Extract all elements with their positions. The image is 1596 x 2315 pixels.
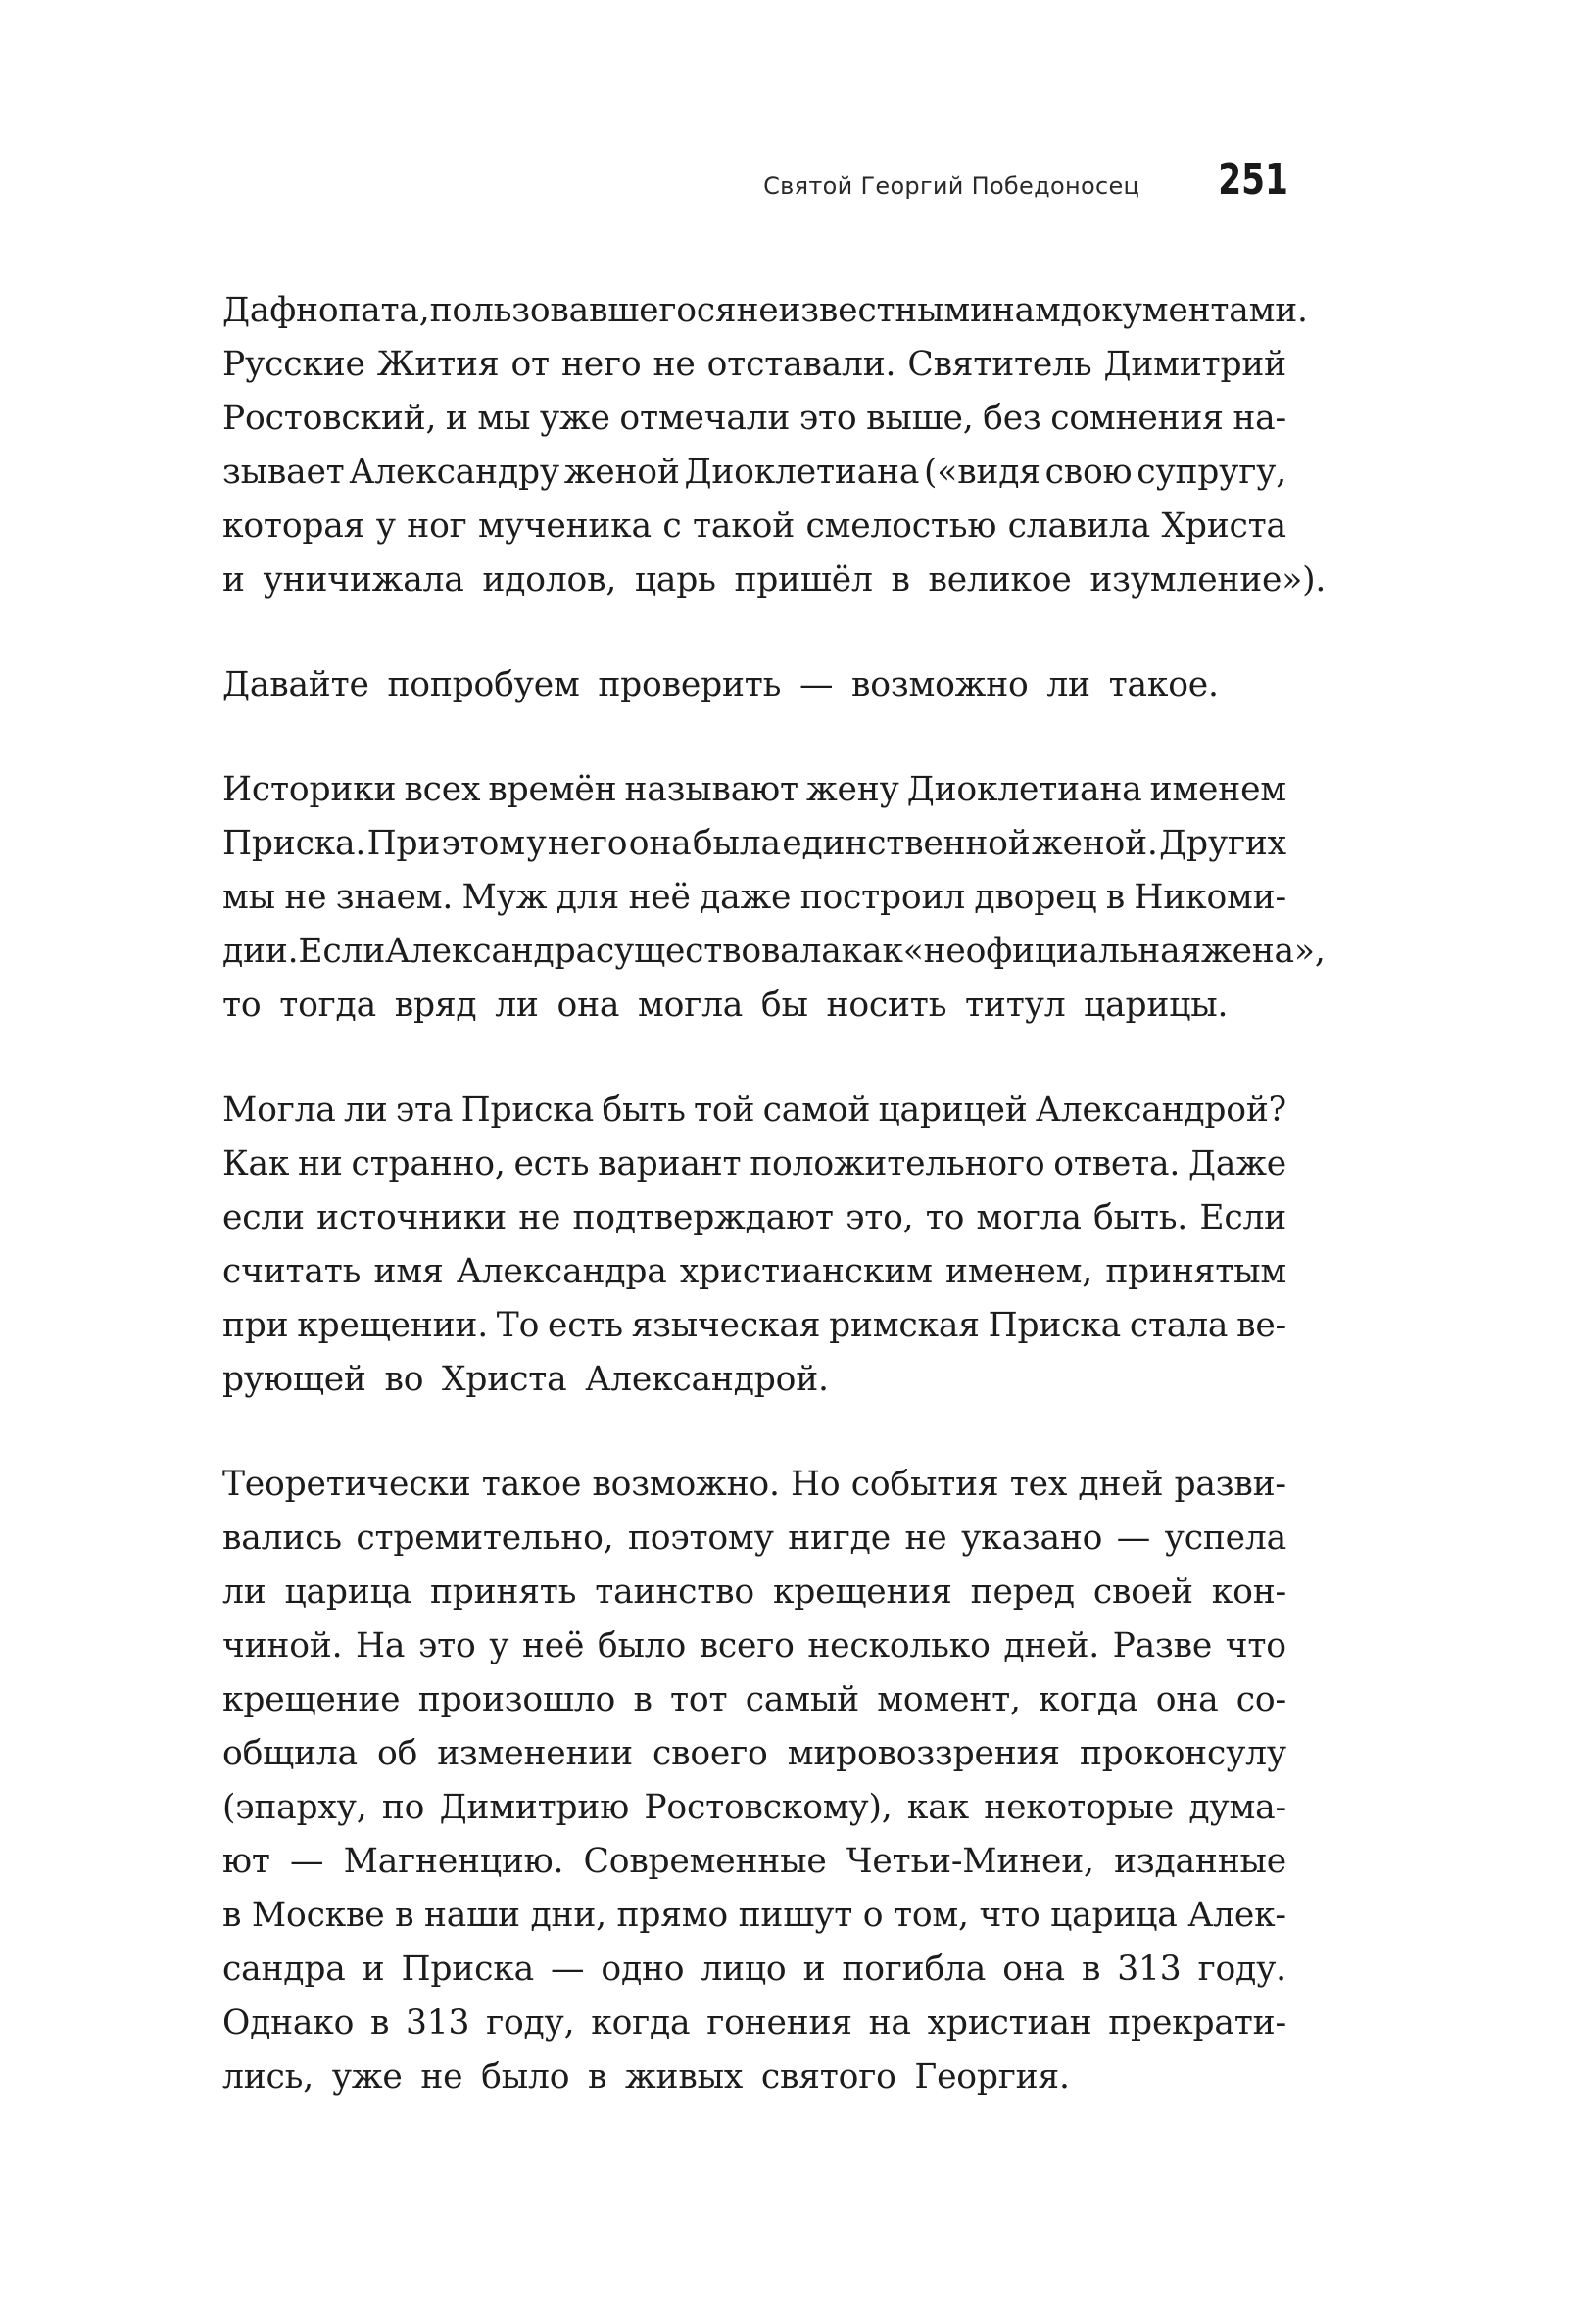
paragraph-gap [222, 712, 1286, 763]
word: таинство [595, 1572, 754, 1612]
paragraph-gap [222, 1407, 1286, 1458]
word: она [1002, 1950, 1065, 1989]
word: Диоклетиана [684, 453, 920, 492]
word: — [551, 1950, 585, 1989]
word: том, [893, 1896, 969, 1935]
running-head [763, 155, 1288, 205]
word: лицо [701, 1950, 787, 1989]
text-line [222, 871, 1286, 925]
word: неизвестными [736, 291, 992, 330]
word: могла [976, 1198, 1082, 1237]
word: была [692, 824, 781, 863]
word: в [222, 1896, 242, 1935]
word: христианским [679, 1252, 933, 1291]
word: Святитель [907, 345, 1092, 384]
word: прямо [616, 1896, 728, 1935]
word: 313 [1117, 1950, 1182, 1989]
word: неё [628, 878, 691, 917]
word: Муж [461, 878, 548, 917]
text-line [222, 1943, 1286, 1997]
text-line [222, 338, 1286, 392]
text-line [222, 817, 1286, 871]
word: считать [222, 1252, 362, 1291]
word: (эпарху, [222, 1788, 367, 1827]
word: Диоклетиана [906, 770, 1142, 809]
word: погибла [842, 1950, 987, 1989]
word: самой [762, 1090, 871, 1130]
paragraph [222, 658, 1286, 712]
word: дворец [974, 878, 1097, 917]
text-line [222, 1781, 1286, 1835]
word: с [662, 506, 682, 546]
word: подтверждают [572, 1198, 834, 1237]
word: в [633, 1680, 653, 1719]
word: если [222, 1198, 305, 1237]
word: году, [486, 2003, 575, 2043]
word: для [556, 878, 620, 917]
word: Ростовскому), [644, 1788, 893, 1827]
word: не [904, 1519, 947, 1558]
word: Москве [251, 1896, 385, 1935]
word: царицей [878, 1090, 1028, 1130]
word: у [526, 824, 547, 863]
word: него [547, 824, 628, 863]
word: сандра [222, 1950, 346, 1989]
word: Алек- [1187, 1896, 1286, 1935]
word: На [356, 1626, 406, 1665]
word: проконсулу [1079, 1734, 1286, 1773]
word: не [284, 878, 327, 917]
paragraph [222, 284, 1327, 607]
word: эта [395, 1090, 454, 1130]
word: события [850, 1465, 999, 1504]
paragraph [222, 1458, 1286, 2104]
word: ют [222, 1842, 270, 1881]
word: именем, [945, 1252, 1093, 1291]
word: нам [991, 291, 1061, 330]
word: как [906, 1788, 969, 1827]
word: Димитрию [439, 1788, 630, 1827]
word: в [1105, 878, 1125, 917]
paragraph-gap [222, 1033, 1286, 1084]
text-line [222, 1191, 1286, 1245]
word: То [496, 1306, 540, 1345]
word: самый [745, 1680, 859, 1719]
word: Теоретически [222, 1465, 471, 1504]
word: жена», [1201, 932, 1326, 971]
word: в [1081, 1950, 1101, 1989]
word: времён [488, 770, 617, 809]
word: («видя [924, 453, 1040, 492]
word: году. [1197, 1950, 1286, 1989]
word: ни [298, 1144, 343, 1183]
word: не [518, 1198, 561, 1237]
word: неё [522, 1626, 585, 1665]
word: перед [970, 1572, 1075, 1612]
word: той [694, 1090, 755, 1130]
word: это [798, 399, 857, 438]
word: жену [805, 770, 899, 809]
word: Других [1159, 824, 1286, 863]
word: царица [1050, 1896, 1178, 1935]
word: когда [591, 2003, 691, 2043]
body-text [222, 284, 1327, 2104]
word: смелостью [805, 506, 997, 546]
word: вариант [598, 1144, 742, 1183]
word: она [1155, 1680, 1219, 1719]
word: источники [316, 1198, 507, 1237]
word: одно [601, 1950, 685, 1989]
word: Четьи-Минеи, [846, 1842, 1094, 1881]
text-line: лись, уже не было в живых святого Георгия. [222, 2057, 1070, 2097]
word: мы [477, 399, 531, 438]
word: Димитрий [1103, 345, 1286, 384]
word: по [381, 1788, 425, 1827]
word: отставали. [706, 345, 896, 384]
text-line [222, 1997, 1286, 2050]
paragraph [222, 763, 1326, 1033]
word: в [370, 2003, 390, 2043]
text-line: и уничижала идолов, царь пришёл в великое изумление»). [222, 560, 1327, 600]
word: «неофициальная [902, 932, 1201, 971]
word: вались [222, 1519, 342, 1558]
word: Александру [349, 453, 559, 492]
paragraph-gap [222, 607, 1286, 658]
word: сомнения [1050, 399, 1224, 438]
word: отмечали [619, 399, 791, 438]
word: гонения [706, 2003, 852, 2043]
word: со- [1235, 1680, 1286, 1719]
word: некоторые [984, 1788, 1175, 1827]
word: При [366, 824, 441, 863]
word: — [1116, 1519, 1151, 1558]
text-line [222, 1889, 1286, 1943]
word: Если [1199, 1198, 1286, 1237]
text-line [222, 284, 1308, 338]
word: Христа [1161, 506, 1286, 546]
word: своей [1092, 1572, 1193, 1612]
word: Приска [460, 1090, 595, 1130]
running-title: Святой Георгий Победоносец [763, 172, 1140, 200]
word: о [862, 1896, 884, 1935]
text-line: рующей во Христа Александрой. [222, 1360, 829, 1399]
text-line [222, 1512, 1286, 1566]
word: чиной. [222, 1626, 343, 1665]
word: ответа. [1053, 1144, 1181, 1183]
word: несколько [807, 1626, 991, 1665]
word: Современные [583, 1842, 827, 1881]
word: об [377, 1734, 418, 1773]
word: в [395, 1896, 414, 1935]
word: общила [222, 1734, 358, 1773]
word: когда [1039, 1680, 1138, 1719]
word: женой [563, 453, 680, 492]
word: наши [424, 1896, 520, 1935]
word: успела [1164, 1519, 1286, 1558]
text-line [222, 1566, 1286, 1619]
word: Но [791, 1465, 841, 1504]
word: Если [298, 932, 386, 971]
word: Магненцию. [343, 1842, 564, 1881]
word: 313 [406, 2003, 470, 2043]
word: что [1225, 1626, 1286, 1665]
word: женой. [1031, 824, 1158, 863]
word: Никоми- [1134, 878, 1286, 917]
text-line [222, 925, 1326, 979]
text-line [222, 1245, 1286, 1299]
word: тот [670, 1680, 728, 1719]
text-line [222, 392, 1286, 446]
text-line [222, 1727, 1286, 1781]
word: построил [799, 878, 966, 917]
word: супругу, [1137, 453, 1286, 492]
word: языческая [631, 1306, 821, 1345]
word: имя [373, 1252, 444, 1291]
word: разви- [1174, 1465, 1286, 1504]
word: кон- [1211, 1572, 1286, 1612]
text-line [222, 1299, 1286, 1353]
word: всего [699, 1626, 795, 1665]
word: своего [653, 1734, 768, 1773]
word: такой [693, 506, 795, 546]
word: на [868, 2003, 911, 2043]
word: зывает [222, 453, 345, 492]
word: изданные [1114, 1842, 1286, 1881]
text-line [222, 1673, 1286, 1727]
word: римская [829, 1306, 980, 1345]
word: и [362, 1950, 385, 1989]
word: свою [1044, 453, 1133, 492]
word: Русские [222, 345, 365, 384]
word: Даже [1187, 1144, 1286, 1183]
word: и [802, 1950, 826, 1989]
word: поэтому [627, 1519, 774, 1558]
word: даже [700, 878, 792, 917]
word: Историки [222, 770, 397, 809]
word: у [489, 1626, 509, 1665]
word: быть. [1092, 1198, 1188, 1237]
word: крещение [222, 1680, 401, 1719]
word: крещении. [297, 1306, 488, 1345]
word: есть [513, 1144, 590, 1183]
text-line [222, 1137, 1286, 1191]
word: дума- [1188, 1788, 1286, 1827]
word: принятым [1105, 1252, 1286, 1291]
word: называют [624, 770, 798, 809]
word: стремительно, [356, 1519, 614, 1558]
word: ног [407, 506, 467, 546]
paragraph [222, 1084, 1286, 1407]
word: — [290, 1842, 324, 1881]
word: возможно. [592, 1465, 780, 1504]
word: выше, [866, 399, 974, 438]
word: мы [222, 878, 275, 917]
word: Приска [988, 1306, 1122, 1345]
word: ли [344, 1090, 388, 1130]
word: момент, [877, 1680, 1021, 1719]
word: Приска. [222, 824, 366, 863]
word: христиан [927, 2003, 1092, 2043]
page-number: 251 [1218, 155, 1288, 205]
word: пишут [738, 1896, 853, 1935]
word: это [417, 1626, 476, 1665]
word: и [445, 399, 468, 438]
word: единственной [782, 824, 1031, 863]
text-line: Давайте попробуем проверить — возможно ли такое. [222, 665, 1219, 704]
word: не [653, 345, 696, 384]
word: славила [1007, 506, 1150, 546]
word: Александрой? [1035, 1090, 1286, 1130]
word: знаем. [335, 878, 454, 917]
word: есть [547, 1306, 623, 1345]
word: она [628, 824, 692, 863]
word: как [841, 932, 903, 971]
word: Разве [1112, 1626, 1213, 1665]
word: Александра [385, 932, 596, 971]
word: именем [1149, 770, 1286, 809]
word: Александра [456, 1252, 667, 1291]
word: которая [222, 506, 365, 546]
word: ли [222, 1572, 266, 1612]
word: Дафнопата, [222, 291, 430, 330]
word: что [979, 1896, 1040, 1935]
word: дней [1078, 1465, 1164, 1504]
word: от [510, 345, 550, 384]
word: быть [602, 1090, 686, 1130]
word: Как [222, 1144, 290, 1183]
word: странно, [351, 1144, 506, 1183]
word: уже [539, 399, 610, 438]
word: Жития [376, 345, 500, 384]
word: мученика [478, 506, 652, 546]
text-line [222, 1084, 1286, 1137]
word: Приска [401, 1950, 534, 1989]
word: Могла [222, 1090, 336, 1130]
word: него [561, 345, 642, 384]
text-line [222, 500, 1286, 554]
word: положительного [750, 1144, 1045, 1183]
word: тех [1009, 1465, 1068, 1504]
word: нигде [788, 1519, 891, 1558]
word: пользовавшегося [429, 291, 737, 330]
text-line [222, 1458, 1286, 1512]
text-line [222, 1619, 1286, 1673]
word: стала [1129, 1306, 1229, 1345]
word: без [983, 399, 1041, 438]
word: Однако [222, 2003, 355, 2043]
word: указано [961, 1519, 1103, 1558]
word: мировоззрения [787, 1734, 1060, 1773]
word: изменении [437, 1734, 633, 1773]
text-line [222, 446, 1286, 500]
word: на- [1233, 399, 1286, 438]
word: дии. [222, 932, 299, 971]
word: ве- [1236, 1306, 1286, 1345]
word: это, [846, 1198, 914, 1237]
word: Ростовский, [222, 399, 437, 438]
text-line: то тогда вряд ли она могла бы носить титул царицы. [222, 986, 1229, 1025]
word: принять [429, 1572, 577, 1612]
word: было [597, 1626, 687, 1665]
word: прекрати- [1108, 2003, 1286, 2043]
word: документами. [1060, 291, 1308, 330]
word: то [925, 1198, 965, 1237]
word: такое [481, 1465, 582, 1504]
word: при [222, 1306, 289, 1345]
word: крещения [772, 1572, 952, 1612]
word: дней. [1003, 1626, 1099, 1665]
text-line [222, 763, 1286, 817]
word: всех [404, 770, 481, 809]
word: существовала [595, 932, 842, 971]
word: дни, [530, 1896, 606, 1935]
word: у [375, 506, 396, 546]
word: царица [284, 1572, 411, 1612]
word: этом [441, 824, 525, 863]
word: произошло [417, 1680, 616, 1719]
text-line [222, 1835, 1286, 1889]
